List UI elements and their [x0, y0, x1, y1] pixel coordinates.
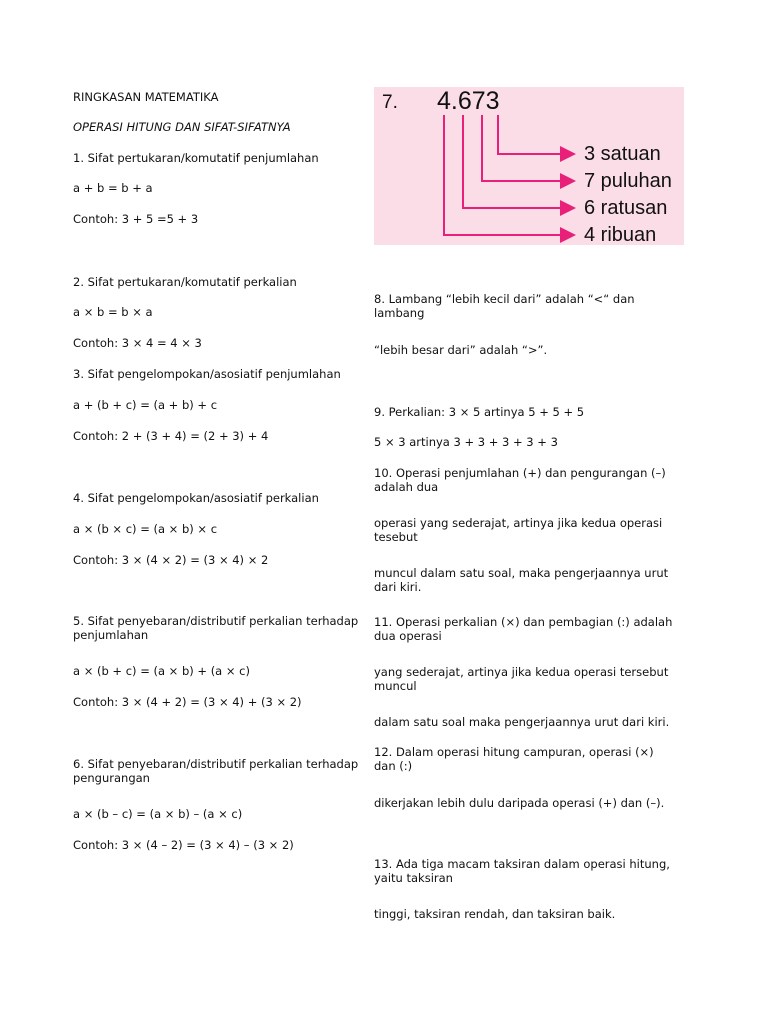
item-12-line-1: 12. Dalam operasi hitung campuran, operasi (×) dan (:): [374, 745, 654, 773]
item-9-line-2: 5 × 3 artinya 3 + 3 + 3 + 3 + 3: [374, 435, 558, 449]
item-10-line-1: 10. Operasi penjumlahan (+) dan pengurangan (–) adalah dua: [374, 466, 666, 494]
section-subtitle: OPERASI HITUNG DAN SIFAT-SIFATNYA: [73, 120, 291, 134]
rule-1-heading: 1. Sifat pertukaran/komutatif penjumlahan: [73, 151, 319, 165]
rule-4-example: Contoh: 3 × (4 × 2) = (3 × 4) × 2: [73, 553, 269, 567]
rule-3-example: Contoh: 2 + (3 + 4) = (2 + 3) + 4: [73, 429, 269, 443]
item-10-line-3: muncul dalam satu soal, maka pengerjaannya urut dari kiri.: [374, 566, 669, 594]
arrow-ratusan: [463, 115, 574, 208]
item-11-line-2: yang sederajat, artinya jika kedua operasi tersebut muncul: [374, 665, 669, 693]
item-number-7: 7.: [382, 92, 398, 113]
label-satuan: 3 satuan: [584, 143, 661, 165]
rule-4-formula: a × (b × c) = (a × b) × c: [73, 522, 218, 536]
rule-5-formula: a × (b + c) = (a × b) + (a × c): [73, 664, 250, 678]
place-value-arrows: [374, 87, 684, 245]
item-9-line-1: 9. Perkalian: 3 × 5 artinya 5 + 5 + 5: [374, 405, 585, 419]
rule-5-example: Contoh: 3 × (4 + 2) = (3 × 4) + (3 × 2): [73, 695, 302, 709]
rule-3-formula: a + (b + c) = (a + b) + c: [73, 398, 218, 412]
item-10-line-2: operasi yang sederajat, artinya jika kedua operasi tesebut: [374, 516, 663, 544]
label-puluhan: 7 puluhan: [584, 170, 672, 192]
rule-6-heading: 6. Sifat penyebaran/distributif perkalian terhadap pengurangan: [73, 757, 359, 785]
label-ratusan: 6 ratusan: [584, 197, 668, 219]
arrow-satuan: [498, 115, 574, 154]
rule-6-example: Contoh: 3 × (4 – 2) = (3 × 4) – (3 × 2): [73, 838, 294, 852]
label-ribuan: 4 ribuan: [584, 224, 657, 246]
item-11-line-3: dalam satu soal maka pengerjaannya urut dari kiri.: [374, 715, 670, 729]
document-title: RINGKASAN MATEMATIKA: [73, 90, 219, 104]
arrow-puluhan: [482, 115, 574, 181]
rule-4-heading: 4. Sifat pengelompokan/asosiatif perkalian: [73, 491, 319, 505]
rule-6-formula: a × (b – c) = (a × b) – (a × c): [73, 807, 243, 821]
rule-2-heading: 2. Sifat pertukaran/komutatif perkalian: [73, 275, 297, 289]
place-value-figure: [374, 87, 684, 245]
rule-2-example: Contoh: 3 × 4 = 4 × 3: [73, 336, 202, 350]
item-8-line-2: “lebih besar dari” adalah “>”.: [374, 343, 548, 357]
rule-1-formula: a + b = b + a: [73, 181, 153, 195]
place-value-number: 4.673: [437, 87, 500, 115]
rule-5-heading: 5. Sifat penyebaran/distributif perkalian terhadap penjumlahan: [73, 614, 359, 642]
item-8-line-1: 8. Lambang “lebih kecil dari” adalah “<“ dan lambang: [374, 292, 635, 320]
rule-1-example: Contoh: 3 + 5 =5 + 3: [73, 212, 199, 226]
item-11-line-1: 11. Operasi perkalian (×) dan pembagian (:) adalah dua operasi: [374, 615, 673, 643]
item-13-line-2: tinggi, taksiran rendah, dan taksiran baik.: [374, 907, 616, 921]
item-12-line-2: dikerjakan lebih dulu daripada operasi (+) dan (–).: [374, 796, 665, 810]
rule-3-heading: 3. Sifat pengelompokan/asosiatif penjumlahan: [73, 367, 341, 381]
rule-2-formula: a × b = b × a: [73, 305, 153, 319]
item-13-line-1: 13. Ada tiga macam taksiran dalam operasi hitung, yaitu taksiran: [374, 857, 670, 885]
